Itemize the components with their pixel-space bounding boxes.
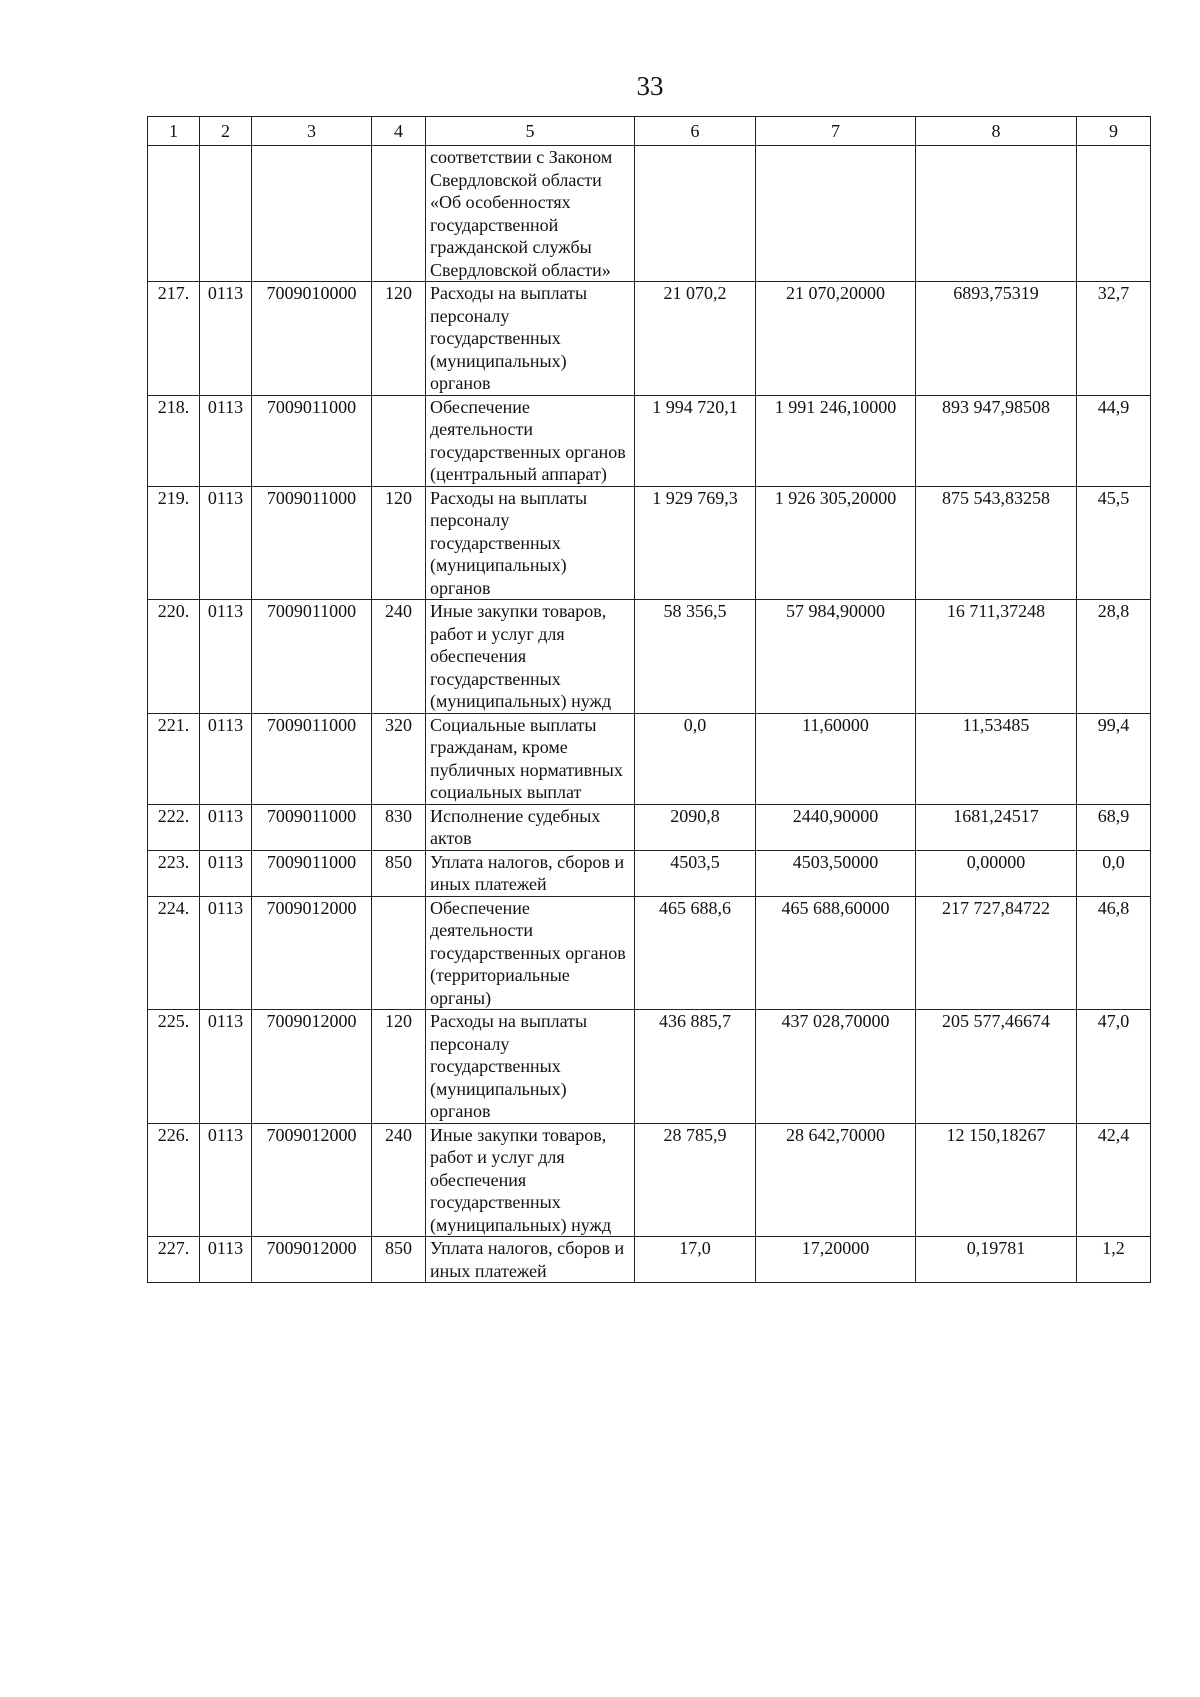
approved-amount-cell: 2090,8 bbox=[635, 804, 756, 850]
row-number-cell: 217. bbox=[148, 282, 200, 396]
target-article-cell: 7009010000 bbox=[252, 282, 372, 396]
item-name-cell: Обеспечение деятельности государственных органов (территориальные органы) bbox=[426, 896, 635, 1010]
execution-percent-cell: 42,4 bbox=[1077, 1123, 1151, 1237]
expense-type-cell: 320 bbox=[372, 713, 426, 804]
revised-amount-cell bbox=[756, 146, 916, 282]
approved-amount-cell: 28 785,9 bbox=[635, 1123, 756, 1237]
table-row bbox=[148, 486, 1151, 600]
header-cell: 2 bbox=[200, 117, 252, 146]
executed-amount-cell: 6893,75319 bbox=[916, 282, 1077, 396]
approved-amount-cell: 436 885,7 bbox=[635, 1010, 756, 1124]
item-name-cell: Расходы на выплаты персоналу государственных (муниципальных) органов bbox=[426, 486, 635, 600]
execution-percent-cell: 0,0 bbox=[1077, 850, 1151, 896]
executed-amount-cell: 16 711,37248 bbox=[916, 600, 1077, 714]
section-code-cell: 0113 bbox=[200, 395, 252, 486]
target-article-cell: 7009011000 bbox=[252, 804, 372, 850]
item-name-cell: Обеспечение деятельности государственных органов (центральный аппарат) bbox=[426, 395, 635, 486]
approved-amount-cell: 4503,5 bbox=[635, 850, 756, 896]
item-name-cell: Уплата налогов, сборов и иных платежей bbox=[426, 1237, 635, 1283]
revised-amount-cell: 465 688,60000 bbox=[756, 896, 916, 1010]
expense-type-cell: 850 bbox=[372, 850, 426, 896]
header-row bbox=[148, 117, 1151, 146]
execution-percent-cell: 45,5 bbox=[1077, 486, 1151, 600]
table-row bbox=[148, 1123, 1151, 1237]
section-code-cell: 0113 bbox=[200, 1237, 252, 1283]
section-code-cell: 0113 bbox=[200, 282, 252, 396]
revised-amount-cell: 28 642,70000 bbox=[756, 1123, 916, 1237]
revised-amount-cell: 1 926 305,20000 bbox=[756, 486, 916, 600]
row-number-cell: 220. bbox=[148, 600, 200, 714]
approved-amount-cell: 465 688,6 bbox=[635, 896, 756, 1010]
approved-amount-cell bbox=[635, 146, 756, 282]
header-cell: 4 bbox=[372, 117, 426, 146]
target-article-cell: 7009012000 bbox=[252, 1123, 372, 1237]
approved-amount-cell: 1 994 720,1 bbox=[635, 395, 756, 486]
expense-type-cell: 120 bbox=[372, 1010, 426, 1124]
row-number-cell: 222. bbox=[148, 804, 200, 850]
row-number-cell bbox=[148, 146, 200, 282]
revised-amount-cell: 57 984,90000 bbox=[756, 600, 916, 714]
row-number-cell: 224. bbox=[148, 896, 200, 1010]
table-row bbox=[148, 146, 1151, 282]
approved-amount-cell: 1 929 769,3 bbox=[635, 486, 756, 600]
section-code-cell: 0113 bbox=[200, 486, 252, 600]
executed-amount-cell: 0,00000 bbox=[916, 850, 1077, 896]
item-name-cell: соответствии с Законом Свердловской области «Об особенностях государственной гражданской службы Свердловской области» bbox=[426, 146, 635, 282]
table-row bbox=[148, 804, 1151, 850]
budget-table bbox=[147, 116, 1151, 1283]
section-code-cell: 0113 bbox=[200, 1010, 252, 1124]
item-name-cell: Расходы на выплаты персоналу государственных (муниципальных) органов bbox=[426, 282, 635, 396]
approved-amount-cell: 21 070,2 bbox=[635, 282, 756, 396]
section-code-cell: 0113 bbox=[200, 600, 252, 714]
table-row bbox=[148, 1237, 1151, 1283]
target-article-cell: 7009012000 bbox=[252, 1010, 372, 1124]
executed-amount-cell: 875 543,83258 bbox=[916, 486, 1077, 600]
executed-amount-cell: 12 150,18267 bbox=[916, 1123, 1077, 1237]
target-article-cell: 7009012000 bbox=[252, 1237, 372, 1283]
expense-type-cell: 120 bbox=[372, 282, 426, 396]
table-body bbox=[148, 146, 1151, 1283]
approved-amount-cell: 58 356,5 bbox=[635, 600, 756, 714]
row-number-cell: 218. bbox=[148, 395, 200, 486]
target-article-cell: 7009011000 bbox=[252, 713, 372, 804]
item-name-cell: Иные закупки товаров, работ и услуг для обеспечения государственных (муниципальных) нужд bbox=[426, 1123, 635, 1237]
table-row bbox=[148, 713, 1151, 804]
row-number-cell: 223. bbox=[148, 850, 200, 896]
item-name-cell: Иные закупки товаров, работ и услуг для обеспечения государственных (муниципальных) нужд bbox=[426, 600, 635, 714]
target-article-cell: 7009011000 bbox=[252, 600, 372, 714]
header-cell: 1 bbox=[148, 117, 200, 146]
page-number: 33 bbox=[636, 71, 664, 101]
revised-amount-cell: 2440,90000 bbox=[756, 804, 916, 850]
table-row bbox=[148, 896, 1151, 1010]
expense-type-cell bbox=[372, 896, 426, 1010]
item-name-cell: Расходы на выплаты персоналу государственных (муниципальных) органов bbox=[426, 1010, 635, 1124]
execution-percent-cell: 32,7 bbox=[1077, 282, 1151, 396]
approved-amount-cell: 0,0 bbox=[635, 713, 756, 804]
header-cell: 6 bbox=[635, 117, 756, 146]
expense-type-cell bbox=[372, 395, 426, 486]
header-cell: 9 bbox=[1077, 117, 1151, 146]
expense-type-cell: 120 bbox=[372, 486, 426, 600]
execution-percent-cell: 44,9 bbox=[1077, 395, 1151, 486]
header-cell: 3 bbox=[252, 117, 372, 146]
item-name-cell: Социальные выплаты гражданам, кроме публичных нормативных социальных выплат bbox=[426, 713, 635, 804]
expense-type-cell: 830 bbox=[372, 804, 426, 850]
revised-amount-cell: 17,20000 bbox=[756, 1237, 916, 1283]
revised-amount-cell: 437 028,70000 bbox=[756, 1010, 916, 1124]
table-row bbox=[148, 395, 1151, 486]
execution-percent-cell bbox=[1077, 146, 1151, 282]
section-code-cell bbox=[200, 146, 252, 282]
target-article-cell: 7009011000 bbox=[252, 395, 372, 486]
section-code-cell: 0113 bbox=[200, 713, 252, 804]
expense-type-cell: 240 bbox=[372, 1123, 426, 1237]
execution-percent-cell: 1,2 bbox=[1077, 1237, 1151, 1283]
table-row bbox=[148, 600, 1151, 714]
row-number-cell: 219. bbox=[148, 486, 200, 600]
section-code-cell: 0113 bbox=[200, 1123, 252, 1237]
target-article-cell: 7009011000 bbox=[252, 850, 372, 896]
executed-amount-cell: 11,53485 bbox=[916, 713, 1077, 804]
section-code-cell: 0113 bbox=[200, 850, 252, 896]
execution-percent-cell: 47,0 bbox=[1077, 1010, 1151, 1124]
table-row bbox=[148, 1010, 1151, 1124]
header-cell: 8 bbox=[916, 117, 1077, 146]
section-code-cell: 0113 bbox=[200, 804, 252, 850]
expense-type-cell: 850 bbox=[372, 1237, 426, 1283]
target-article-cell: 7009012000 bbox=[252, 896, 372, 1010]
execution-percent-cell: 99,4 bbox=[1077, 713, 1151, 804]
header-cell: 5 bbox=[426, 117, 635, 146]
table-row bbox=[148, 282, 1151, 396]
target-article-cell: 7009011000 bbox=[252, 486, 372, 600]
executed-amount-cell: 1681,24517 bbox=[916, 804, 1077, 850]
row-number-cell: 221. bbox=[148, 713, 200, 804]
table-header bbox=[148, 117, 1151, 146]
executed-amount-cell: 893 947,98508 bbox=[916, 395, 1077, 486]
item-name-cell: Уплата налогов, сборов и иных платежей bbox=[426, 850, 635, 896]
section-code-cell: 0113 bbox=[200, 896, 252, 1010]
revised-amount-cell: 11,60000 bbox=[756, 713, 916, 804]
row-number-cell: 226. bbox=[148, 1123, 200, 1237]
execution-percent-cell: 68,9 bbox=[1077, 804, 1151, 850]
execution-percent-cell: 46,8 bbox=[1077, 896, 1151, 1010]
row-number-cell: 225. bbox=[148, 1010, 200, 1124]
expense-type-cell: 240 bbox=[372, 600, 426, 714]
approved-amount-cell: 17,0 bbox=[635, 1237, 756, 1283]
table-row bbox=[148, 850, 1151, 896]
header-cell: 7 bbox=[756, 117, 916, 146]
row-number-cell: 227. bbox=[148, 1237, 200, 1283]
executed-amount-cell: 205 577,46674 bbox=[916, 1010, 1077, 1124]
expense-type-cell bbox=[372, 146, 426, 282]
executed-amount-cell: 0,19781 bbox=[916, 1237, 1077, 1283]
item-name-cell: Исполнение судебных актов bbox=[426, 804, 635, 850]
executed-amount-cell bbox=[916, 146, 1077, 282]
revised-amount-cell: 21 070,20000 bbox=[756, 282, 916, 396]
target-article-cell bbox=[252, 146, 372, 282]
execution-percent-cell: 28,8 bbox=[1077, 600, 1151, 714]
revised-amount-cell: 4503,50000 bbox=[756, 850, 916, 896]
revised-amount-cell: 1 991 246,10000 bbox=[756, 395, 916, 486]
executed-amount-cell: 217 727,84722 bbox=[916, 896, 1077, 1010]
